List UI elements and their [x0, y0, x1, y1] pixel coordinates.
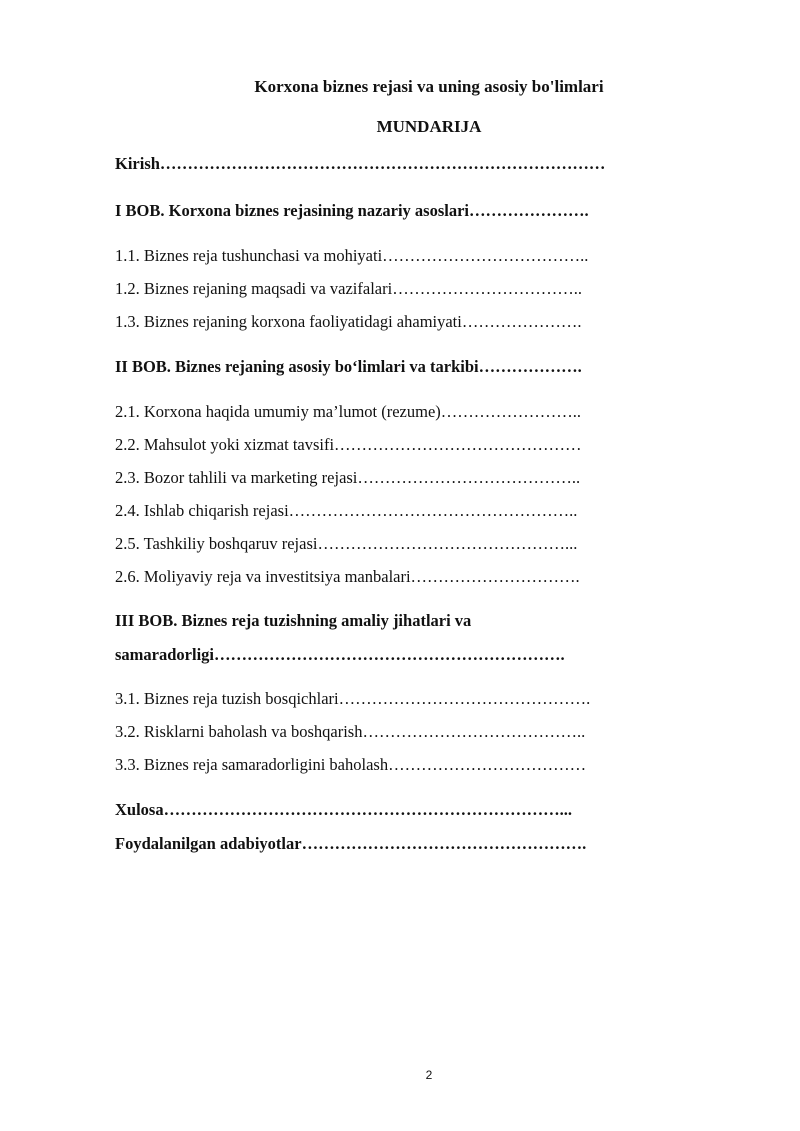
toc-entry-1-2: 1.2. Biznes rejaning maqsadi va vazifalari……………………………..: [115, 279, 582, 298]
toc-entry-2-1: 2.1. Korxona haqida umumiy ma’lumot (rezume)……………………..: [115, 402, 582, 421]
toc-entry-3-3: 3.3. Biznes reja samaradorligini baholash………………………………: [115, 755, 587, 774]
page-number: 2: [425, 1068, 433, 1082]
toc-entry-2-2: 2.2. Mahsulot yoki xizmat tavsifi………………………………………: [115, 435, 582, 454]
toc-chapter-3-heading-line-2: samaradorligi……………………………………………………….: [115, 645, 565, 664]
document-title: Korxona biznes rejasi va uning asosiy bo'limlari: [254, 77, 604, 96]
toc-entry-references: Foydalanilgan adabiyotlar…………………………………………….: [115, 834, 587, 853]
toc-heading: MUNDARIJA: [376, 117, 482, 136]
toc-chapter-1-heading: I BOB. Korxona biznes rejasining nazariy asoslari………………….: [115, 201, 589, 220]
toc-entry-2-4: 2.4. Ishlab chiqarish rejasi……………………………………………..: [115, 501, 578, 520]
toc-entry-1-1: 1.1. Biznes reja tushunchasi va mohiyati………………………………..: [115, 246, 589, 265]
toc-entry-conclusion: Xulosa………………………………………………………………...: [115, 800, 572, 819]
toc-entry-intro: Kirish………………………………………………………………………: [115, 154, 606, 173]
toc-entry-2-5: 2.5. Tashkiliy boshqaruv rejasi………………………………………...: [115, 534, 578, 553]
toc-chapter-3-heading-line-1: III BOB. Biznes reja tuzishning amaliy jihatlari va: [115, 611, 472, 630]
toc-entry-1-3: 1.3. Biznes rejaning korxona faoliyatidagi ahamiyati………………….: [115, 312, 582, 331]
toc-entry-2-3: 2.3. Bozor tahlili va marketing rejasi…………………………………..: [115, 468, 581, 487]
toc-chapter-2-heading: II BOB. Biznes rejaning asosiy bo‘limlari va tarkibi……………….: [115, 357, 582, 376]
toc-entry-2-6: 2.6. Moliyaviy reja va investitsiya manbalari………………………….: [115, 567, 580, 586]
toc-entry-3-1: 3.1. Biznes reja tuzish bosqichlari……………………………………….: [115, 689, 591, 708]
toc-entry-3-2: 3.2. Risklarni baholash va boshqarish…………………………………..: [115, 722, 586, 741]
